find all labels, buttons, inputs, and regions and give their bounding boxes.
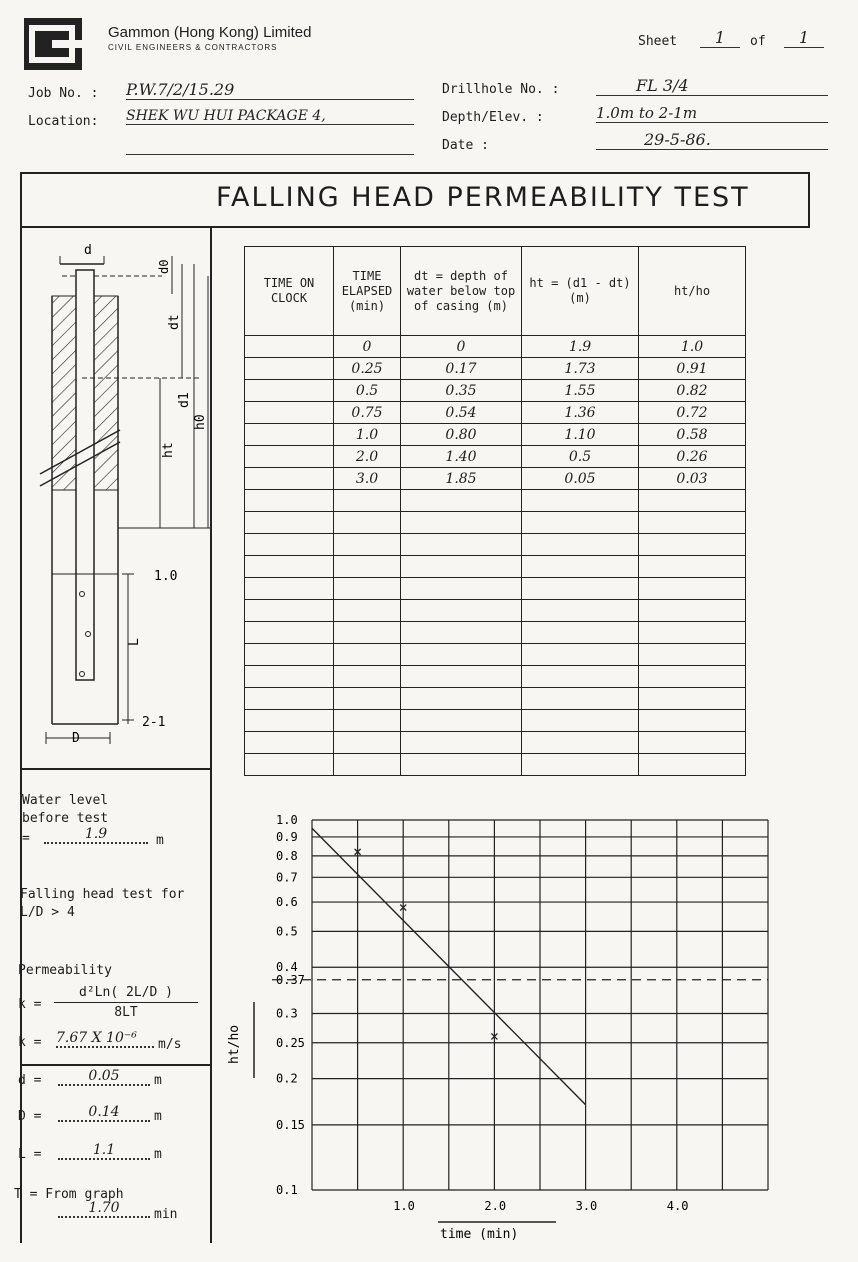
header-ratio: ht/ho <box>639 247 746 336</box>
T-unit: min <box>154 1207 178 1222</box>
table-cell <box>401 578 522 600</box>
location-second-line <box>126 154 414 155</box>
y-tick-label: 0.6 <box>276 895 298 910</box>
table-cell <box>639 534 746 556</box>
water-level-unit: m <box>156 833 164 848</box>
table-cell <box>639 644 746 666</box>
table-row <box>245 732 746 754</box>
table-cell <box>334 512 401 534</box>
d-unit: m <box>154 1073 162 1088</box>
label-d0: d0 <box>157 259 171 274</box>
label-bottom-depth: 2-1 <box>142 715 166 730</box>
table-cell <box>522 666 639 688</box>
label-d1: d1 <box>177 392 192 408</box>
x-tick-label: 3.0 <box>575 1199 598 1213</box>
table-cell <box>639 732 746 754</box>
table-cell <box>245 512 334 534</box>
x-tick-label: 4.0 <box>666 1199 689 1213</box>
table-cell <box>522 644 639 666</box>
d-label: d = <box>18 1073 42 1088</box>
table-cell <box>334 644 401 666</box>
label-L: L <box>127 638 142 646</box>
table-cell <box>245 490 334 512</box>
location-value: SHEK WU HUI PACKAGE 4, <box>126 108 414 125</box>
table-cell: 1.0 <box>334 424 401 446</box>
company-subtitle: CIVIL ENGINEERS & CONTRACTORS <box>108 43 278 52</box>
table-cell <box>639 556 746 578</box>
table-cell <box>401 512 522 534</box>
table-cell: 3.0 <box>334 468 401 490</box>
table-row <box>245 600 746 622</box>
label-D: D <box>72 731 80 746</box>
label-top-depth: 1.0 <box>154 569 178 584</box>
date-label: Date : <box>442 138 489 153</box>
drillhole-label: Drillhole No. : <box>442 82 560 97</box>
D-unit: m <box>154 1109 162 1124</box>
table-cell <box>401 490 522 512</box>
table-cell <box>245 688 334 710</box>
table-row <box>245 578 746 600</box>
table-row <box>245 688 746 710</box>
table-row <box>245 666 746 688</box>
table-cell <box>245 336 334 358</box>
y-tick-label: 0.9 <box>276 829 298 844</box>
table-row <box>245 358 746 380</box>
formula-denominator: 8LT <box>114 1005 138 1020</box>
y-tick-label: 0.8 <box>276 848 298 863</box>
table-cell <box>522 688 639 710</box>
table-row <box>245 490 746 512</box>
table-cell: 0.5 <box>334 380 401 402</box>
table-cell <box>522 556 639 578</box>
water-level-eq: = <box>22 831 30 846</box>
table-cell <box>522 710 639 732</box>
table-row <box>245 556 746 578</box>
table-cell <box>334 490 401 512</box>
table-cell <box>334 556 401 578</box>
table-cell <box>522 600 639 622</box>
job-number: P.W.7/2/15.29 <box>126 80 414 100</box>
table-row <box>245 446 746 468</box>
table-row <box>245 468 746 490</box>
table-cell <box>401 622 522 644</box>
formula-numerator: d²Ln( 2L/D ) <box>54 984 198 1003</box>
table-row <box>245 622 746 644</box>
table-cell: 1.36 <box>522 402 639 424</box>
table-cell <box>522 732 639 754</box>
k-unit: m/s <box>158 1037 182 1052</box>
k-value: 7.67 X 10⁻⁶ <box>56 1030 154 1048</box>
header-dt: dt = depth of water below top of casing (m) <box>401 247 522 336</box>
table-row <box>245 710 746 732</box>
table-cell <box>639 600 746 622</box>
y-axis-label: ht/ho <box>227 1024 242 1064</box>
table-cell <box>401 688 522 710</box>
table-row <box>245 336 746 358</box>
table-cell <box>245 358 334 380</box>
table-row <box>245 380 746 402</box>
depth-value: 1.0m to 2-1m <box>596 104 828 123</box>
table-cell <box>334 666 401 688</box>
table-row <box>245 754 746 776</box>
x-tick-label: 1.0 <box>393 1199 415 1213</box>
T-label: T = From graph <box>14 1187 124 1202</box>
table-row <box>245 512 746 534</box>
table-cell <box>334 732 401 754</box>
job-label: Job No. : <box>28 86 99 101</box>
table-cell <box>639 578 746 600</box>
table-cell <box>245 578 334 600</box>
table-cell <box>334 622 401 644</box>
y-tick-label: 0.5 <box>276 924 298 939</box>
table-row <box>245 424 746 446</box>
table-cell <box>401 534 522 556</box>
table-cell <box>245 534 334 556</box>
k-result-label: k = <box>18 1035 42 1050</box>
label-dt: dt <box>167 314 182 330</box>
table-cell: 0.72 <box>639 402 746 424</box>
table-cell <box>522 578 639 600</box>
table-cell: 0.25 <box>334 358 401 380</box>
table-cell <box>401 644 522 666</box>
table-cell <box>334 754 401 776</box>
table-cell: 0.35 <box>401 380 522 402</box>
table-cell <box>245 622 334 644</box>
sheet-number: 1 <box>700 28 740 48</box>
table-cell: 0.26 <box>639 446 746 468</box>
header-ht: ht = (d1 - dt) (m) <box>522 247 639 336</box>
table-cell <box>639 490 746 512</box>
water-level-value: 1.9 <box>44 826 148 844</box>
table-cell <box>522 490 639 512</box>
permeability-graph <box>210 806 790 1246</box>
table-cell <box>334 534 401 556</box>
table-cell: 1.9 <box>522 336 639 358</box>
water-level-label: Water level before test <box>22 793 109 826</box>
label-d: d <box>84 243 92 258</box>
left-divider-1 <box>20 768 212 770</box>
table-cell: 0.58 <box>639 424 746 446</box>
table-cell: 0 <box>401 336 522 358</box>
L-label: L = <box>18 1147 42 1162</box>
x-axis-label: time (min) <box>440 1227 519 1242</box>
table-cell <box>245 556 334 578</box>
y-tick-label: 0.7 <box>276 870 298 885</box>
D-label: D = <box>18 1109 42 1124</box>
table-cell: 0 <box>334 336 401 358</box>
table-cell <box>522 534 639 556</box>
label-h0: h0 <box>193 414 208 430</box>
table-cell: 0.05 <box>522 468 639 490</box>
page-title: FALLING HEAD PERMEABILITY TEST <box>216 182 750 213</box>
D-value: 0.14 <box>58 1104 150 1122</box>
borehole-diagram <box>22 234 210 754</box>
table-cell <box>639 710 746 732</box>
table-cell <box>334 710 401 732</box>
table-header-row <box>245 247 746 336</box>
table-cell <box>639 754 746 776</box>
table-cell <box>639 512 746 534</box>
y-tick-label: 0.2 <box>276 1071 298 1086</box>
company-name: Gammon (Hong Kong) Limited <box>108 24 312 41</box>
y-tick-label: 0.25 <box>276 1035 305 1050</box>
table-cell <box>334 578 401 600</box>
table-cell <box>401 666 522 688</box>
sheet-total: 1 <box>784 28 824 48</box>
table-cell: 0.5 <box>522 446 639 468</box>
table-cell: 0.82 <box>639 380 746 402</box>
table-cell: 1.0 <box>639 336 746 358</box>
of-label: of <box>750 34 766 49</box>
y-tick-label: 0.4 <box>276 960 298 975</box>
table-cell <box>245 380 334 402</box>
table-cell: 0.17 <box>401 358 522 380</box>
table-cell <box>401 754 522 776</box>
L-unit: m <box>154 1147 162 1162</box>
table-cell <box>245 754 334 776</box>
table-cell: 1.10 <box>522 424 639 446</box>
header-time-on-clock: TIME ON CLOCK <box>245 247 334 336</box>
table-cell <box>639 688 746 710</box>
y-tick-label: 0.1 <box>276 1183 298 1197</box>
table-cell: 0.91 <box>639 358 746 380</box>
depth-label: Depth/Elev. : <box>442 110 544 125</box>
table-cell: 1.55 <box>522 380 639 402</box>
sheet-label: Sheet <box>638 34 678 49</box>
table-cell: 0.75 <box>334 402 401 424</box>
table-cell: 1.73 <box>522 358 639 380</box>
table-cell <box>522 512 639 534</box>
falling-head-note: Falling head test for L/D > 4 <box>20 887 185 920</box>
date-value: 29-5-86. <box>596 130 828 150</box>
table-cell <box>522 754 639 776</box>
left-divider-2 <box>20 1064 212 1066</box>
table-cell <box>245 666 334 688</box>
table-cell <box>245 468 334 490</box>
table-row <box>245 534 746 556</box>
table-cell <box>401 600 522 622</box>
T-value: 1.70 <box>58 1200 150 1218</box>
y-tick-label: 0.37 <box>276 972 305 987</box>
table-cell <box>245 710 334 732</box>
table-cell <box>245 424 334 446</box>
table-cell <box>401 556 522 578</box>
data-table <box>244 246 746 776</box>
table-cell <box>639 622 746 644</box>
y-tick-label: 1.0 <box>276 813 298 827</box>
k-label: k = <box>18 997 42 1012</box>
table-row <box>245 402 746 424</box>
y-tick-label: 0.15 <box>276 1117 305 1132</box>
L-value: 1.1 <box>58 1142 150 1160</box>
table-cell <box>245 402 334 424</box>
permeability-label: Permeability <box>18 963 112 978</box>
x-tick-label: 2.0 <box>484 1199 507 1213</box>
table-cell <box>334 688 401 710</box>
d-value: 0.05 <box>58 1068 150 1086</box>
table-cell <box>639 666 746 688</box>
table-cell: 2.0 <box>334 446 401 468</box>
table-cell: 1.85 <box>401 468 522 490</box>
label-ht: ht <box>161 442 176 458</box>
table-cell: 0.80 <box>401 424 522 446</box>
table-cell: 0.54 <box>401 402 522 424</box>
table-cell <box>245 446 334 468</box>
table-cell <box>401 732 522 754</box>
table-cell <box>245 600 334 622</box>
company-logo <box>24 18 82 70</box>
table-cell <box>245 732 334 754</box>
header-time-elapsed: TIME ELAPSED (min) <box>334 247 401 336</box>
location-label: Location: <box>28 114 99 129</box>
table-cell: 1.40 <box>401 446 522 468</box>
table-cell <box>245 644 334 666</box>
table-cell <box>522 622 639 644</box>
table-row <box>245 644 746 666</box>
drillhole-number: FL 3/4 <box>596 76 828 96</box>
table-cell <box>334 600 401 622</box>
table-cell: 0.03 <box>639 468 746 490</box>
table-cell <box>401 710 522 732</box>
y-tick-label: 0.3 <box>276 1006 298 1021</box>
